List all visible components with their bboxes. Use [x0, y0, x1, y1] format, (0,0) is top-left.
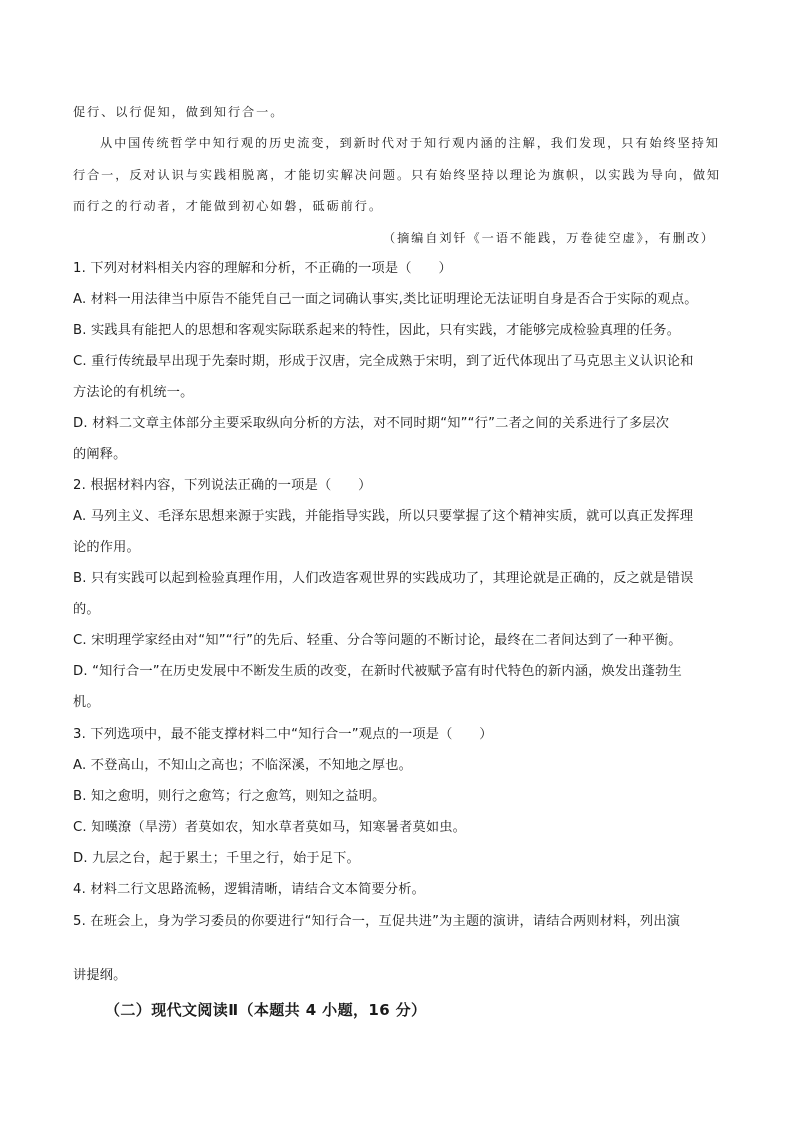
question-1-option-c-cont: 方法论的有机统一。: [73, 385, 194, 400]
question-1-option-b: B. 实践具有能把人的思想和客观实际联系起来的特性，因此，只有实践，才能够完成检验真理的任务。: [73, 323, 681, 338]
material-source: （摘编自刘钎《一语不能践，万卷徒空虚》，有删改）: [383, 231, 715, 245]
question-2-stem: 2. 根据材料内容，下列说法正确的一项是（ ）: [73, 478, 372, 493]
material-text-line: 促行、以行促知，做到知行合一。: [73, 105, 285, 119]
material-text-line: 而行之的行动者，才能做到初心如磐，砥砺前行。: [73, 199, 383, 213]
question-2-option-c: C. 宋明理学家经由对“知”“行”的先后、轻重、分合等问题的不断讨论，最终在二者间达到了一种平衡。: [73, 633, 682, 648]
question-4-stem: 4. 材料二行文思路流畅，逻辑清晰，请结合文本简要分析。: [73, 882, 426, 897]
question-5-stem-cont: 讲提纲。: [73, 968, 127, 983]
question-2-option-d: D. “知行合一”在历史发展中不断发生质的改变，在新时代被赋予富有时代特色的新内涵，焕发出蓬勃生: [73, 664, 682, 679]
question-2-option-a: A. 马列主义、毛泽东思想来源于实践，并能指导实践，所以只要掌握了这个精神实质，就可以真正发挥理: [73, 509, 694, 524]
section-heading: （二）现代文阅读Ⅱ（本题共 4 小题，16 分）: [105, 1001, 427, 1019]
question-1-option-d-cont: 的阐释。: [73, 447, 127, 462]
question-1-option-d: D. 材料二文章主体部分主要采取纵向分析的方法，对不同时期“知”“行”二者之间的关系进行了多层次: [73, 416, 670, 431]
question-1-stem: 1. 下列对材料相关内容的理解和分析，不正确的一项是（ ）: [73, 261, 452, 276]
question-2-option-d-cont: 机。: [73, 695, 100, 710]
question-3-option-c: C. 知暵潦（旱涝）者莫如农，知水草者莫如马，知寒暑者莫如虫。: [73, 820, 467, 835]
question-2-option-b: B. 只有实践可以起到检验真理作用，人们改造客观世界的实践成功了，其理论就是正确的，反之就是错误: [73, 571, 694, 586]
question-3-option-b: B. 知之愈明，则行之愈笃；行之愈笃，则知之益明。: [73, 789, 386, 804]
material-text-line: 从中国传统哲学中知行观的历史流变，到新时代对于知行观内涵的注解，我们发现，只有始终坚持知: [100, 136, 720, 150]
material-text-line: 行合一，反对认识与实践相脱离，才能切实解决问题。只有始终坚持以理论为旗帜，以实践为导向，做知: [73, 168, 722, 182]
question-2-option-b-cont: 的。: [73, 602, 100, 617]
question-5-stem: 5. 在班会上，身为学习委员的你要进行“知行合一，互促共进”为主题的演讲，请结合两则材料，列出演: [73, 914, 681, 929]
question-3-option-d: D. 九层之台，起于累土；千里之行，始于足下。: [73, 851, 360, 866]
question-1-option-a: A. 材料一用法律当中原告不能凭自己一面之词确认事实,类比证明理论无法证明自身是否合于实际的观点。: [73, 292, 698, 307]
question-1-option-c: C. 重行传统最早出现于先秦时期，形成于汉唐，完全成熟于宋明，到了近代体现出了马克思主义认识论和: [73, 354, 694, 369]
question-3-stem: 3. 下列选项中，最不能支撑材料二中“知行合一”观点的一项是（ ）: [73, 727, 493, 742]
question-2-option-a-cont: 论的作用。: [73, 540, 140, 555]
question-3-option-a: A. 不登高山，不知山之高也；不临深溪，不知地之厚也。: [73, 758, 413, 773]
